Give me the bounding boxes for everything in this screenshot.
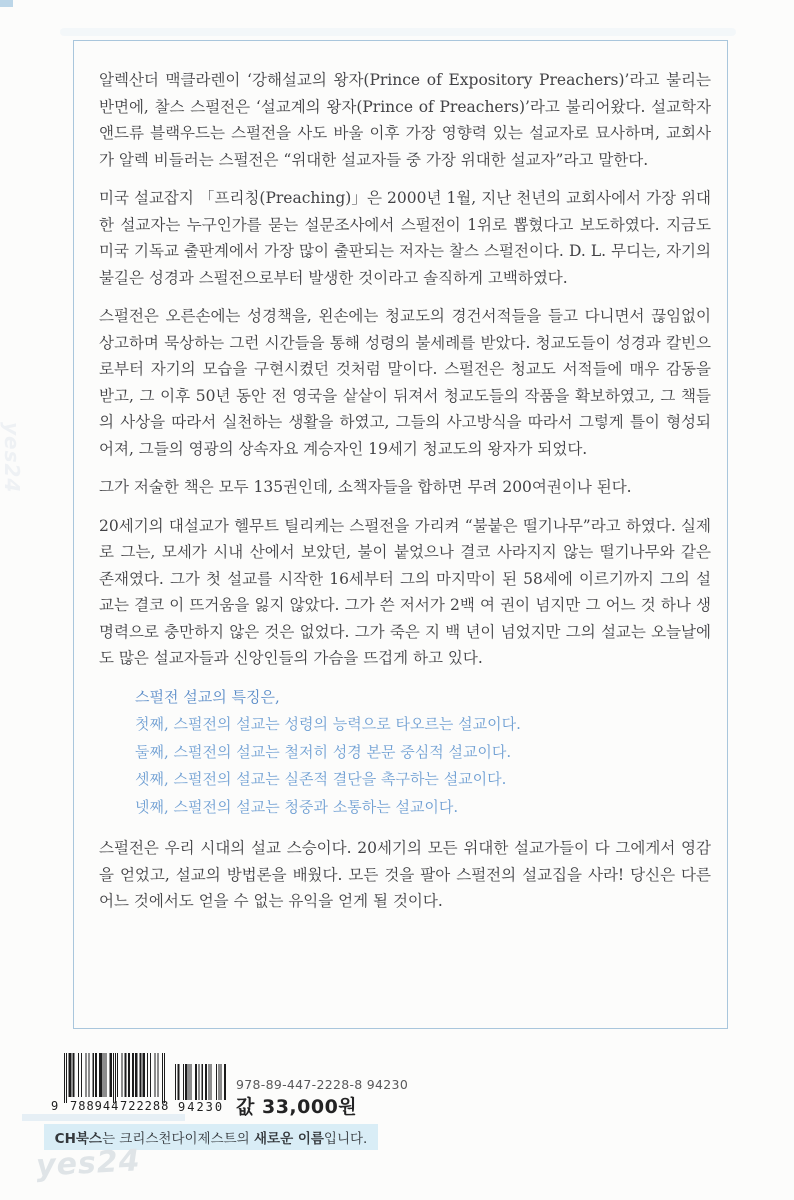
barcode-right-digits: 722288 — [120, 1099, 170, 1113]
banner-text: 는 크리스천다이제스트의 — [101, 1131, 254, 1147]
banner-highlight: 새로운 이름 — [254, 1131, 324, 1147]
scan-artifact-smudge — [60, 28, 736, 36]
features-block — [135, 684, 711, 822]
yes24-watermark-vertical: yes24 — [0, 422, 24, 494]
banner-text: 입니다. — [323, 1131, 368, 1147]
body-paragraph: 그가 저술한 책은 모두 135권인데, 소책자들을 합하면 무려 200여권이나 된다. — [99, 478, 632, 496]
isbn-text: 978-89-447-2228-8 94230 — [236, 1077, 409, 1092]
banner-brand: CH북스 — [54, 1131, 102, 1147]
price-text: 값 33,000원 — [236, 1096, 358, 1118]
feature-item: 셋째, 스펄전의 설교는 실존적 결단을 촉구하는 설교이다. — [135, 770, 507, 788]
body-paragraph: 미국 설교잡지 「프리칭(Preaching)」은 2000년 1월, 지난 천년의 교회사에서 가장 위대한 설교자는 누구인가를 묻는 설문조사에서 스펄전이 1위로 뽑혔다고 보도하였다. 지금도 미국 기독교 출판계에서 가장 많이 출판되는 저자는 찰스 스펄전이다. D. L. 무디는, 자기의 불길은 성경과 스펄전으로부터 발생한 것이라고 솔직하게 고백하였다. — [99, 189, 711, 287]
features-heading: 스펄전 설교의 특징은, — [135, 687, 280, 706]
ean13-barcode — [64, 1053, 165, 1103]
barcode-prefix-digit: 9 — [51, 1099, 60, 1113]
scan-artifact-strip — [22, 1114, 185, 1121]
body-paragraph: 스펄전은 오른손에는 성경책을, 왼손에는 청교도의 경건서적들을 들고 다니면서 끊임없이 상고하며 묵상하는 그런 시간들을 통해 성령의 불세례를 받았다. 청교도들이 성경과 칼빈으로부터 자기의 모습을 구현시켰던 것처럼 말이다. 스펄전은 청교도 서적들에 매우 감동을 받고, 그 이후 50년 동안 전 영국을 샅샅이 뒤져서 청교도들의 작품을 확보하였고, 그 책들의 사상을 따라서 실천하는 생활을 하였고, 그들의 사고방식을 따라서 그렇게 틀이 형성되어져, 그들의 영광의 상속자요 계승자인 19세기 청교도의 왕자가 되었다. — [99, 307, 711, 458]
barcode-addon — [174, 1064, 226, 1100]
yes24-watermark: yes24 — [35, 1143, 142, 1184]
closing-paragraph: 스펄전은 우리 시대의 설교 스승이다. 20세기의 모든 위대한 설교가들이 다 그에게서 영감을 얻었고, 설교의 방법론을 배웠다. 모든 것을 팔아 스펄전의 설교집을 사라! 당신은 다른 어느 것에서도 얻을 수 없는 유익을 얻게 될 것이다. — [99, 839, 711, 910]
barcode-addon-digits: 94230 — [178, 1100, 225, 1114]
barcode-left-digits: 788944 — [70, 1099, 120, 1113]
feature-item: 넷째, 스펄전의 설교는 청중과 소통하는 설교이다. — [135, 797, 459, 816]
body-paragraph: 20세기의 대설교가 헬무트 틸리케는 스펄전을 가리켜 “불붙은 떨기나무”라고 하였다. 실제로 그는, 모세가 시내 산에서 보았던, 불이 붙었으나 결코 사라지지 않는 떨기나무와 같은 존재였다. 그가 첫 설교를 시작한 16세부터 그의 마지막이 된 58세에 이르기까지 그의 설교는 결코 이 뜨거움을 잃지 않았다. 그가 쓴 저서가 2백 여 권이 넘지만 그 어느 것 하나 생명력으로 충만하지 않은 것은 없었다. 그가 죽은 지 백 년이 넘었지만 그의 설교는 오늘날에도 많은 설교자들과 신앙인들의 가슴을 뜨겁게 하고 있다. — [99, 516, 711, 667]
scan-artifact-corner — [0, 0, 13, 7]
feature-item: 둘째, 스펄전의 설교는 철저히 성경 본문 중심적 설교이다. — [135, 742, 512, 761]
feature-item: 첫째, 스펄전의 설교는 성령의 능력으로 타오르는 설교이다. — [135, 715, 521, 733]
body-paragraph: 알렉산더 맥클라렌이 ‘강해설교의 왕자(Prince of Expository Preachers)’라고 불리는 반면에, 찰스 스펄전은 ‘설교계의 왕자(Prince of Preachers)’라고 불리어왔다. 설교학자 앤드류 블랙우드는 스펄전을 사도 바울 이후 가장 영향력 있는 설교자로 묘사하며, 교회사가 알렉 비들러는 스펄전은 “위대한 설교자들 중 가장 위대한 설교자”라고 말한다. — [99, 71, 711, 169]
content-frame — [73, 40, 728, 1029]
